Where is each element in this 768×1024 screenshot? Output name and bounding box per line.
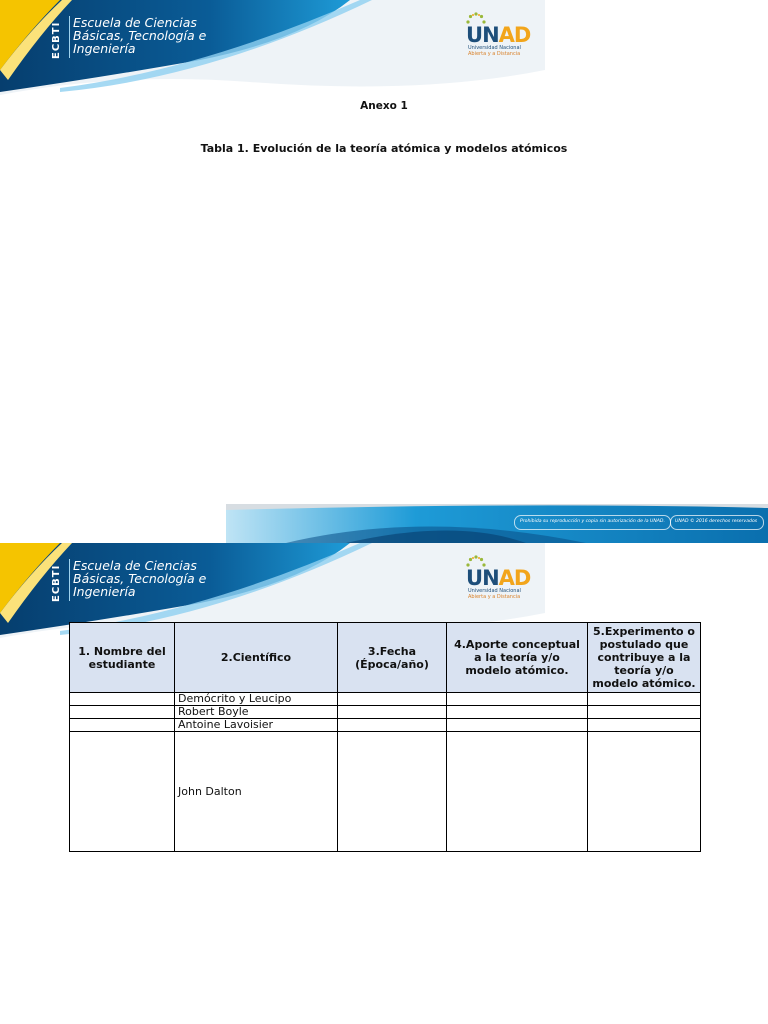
cell-scientist: Antoine Lavoisier bbox=[175, 719, 338, 732]
table-row bbox=[70, 732, 701, 852]
logo-subtitle-line-2: Abierta y a Distancia bbox=[468, 51, 521, 57]
ecbti-vertical-label: ECBTI bbox=[51, 564, 62, 602]
school-name bbox=[73, 16, 206, 55]
atomic-theory-table bbox=[69, 622, 701, 852]
logo-subtitle-line-2: Abierta y a Distancia bbox=[468, 594, 521, 600]
cell-contribution[interactable] bbox=[447, 719, 588, 732]
unad-logo bbox=[466, 555, 531, 605]
logo-letters-ad: AD bbox=[498, 23, 531, 47]
header-student-name: 1. Nombre del estudiante bbox=[70, 623, 175, 693]
logo-letters-ad: AD bbox=[498, 566, 531, 590]
table-header-row bbox=[70, 623, 701, 693]
cell-contribution[interactable] bbox=[447, 706, 588, 719]
unad-logo bbox=[466, 12, 531, 62]
cell-date[interactable] bbox=[338, 693, 447, 706]
logo-subtitle-line-1: Universidad Nacional bbox=[468, 45, 521, 51]
cell-experiment[interactable] bbox=[588, 693, 701, 706]
school-line-3: Ingeniería bbox=[73, 584, 136, 599]
logo-letter-n: N bbox=[482, 23, 499, 47]
header-scientist: 2.Científico bbox=[175, 623, 338, 693]
logo-letter-n: N bbox=[482, 566, 499, 590]
school-name bbox=[73, 559, 206, 598]
logo-letters bbox=[466, 24, 530, 46]
logo-subtitle bbox=[468, 588, 521, 600]
cell-experiment[interactable] bbox=[588, 719, 701, 732]
header-divider bbox=[69, 559, 70, 601]
cell-date[interactable] bbox=[338, 706, 447, 719]
footer-copyright: UNAD © 2016 derechos reservados bbox=[675, 519, 758, 524]
header-divider bbox=[69, 16, 70, 58]
cell-date[interactable] bbox=[338, 719, 447, 732]
cell-student-name[interactable] bbox=[70, 693, 175, 706]
cell-student-name[interactable] bbox=[70, 706, 175, 719]
header-experiment: 5.Experimento o postulado que contribuye a la teoría y/o modelo atómico. bbox=[588, 623, 701, 693]
header-conceptual-contribution: 4.Aporte conceptual a la teoría y/o modelo atómico. bbox=[447, 623, 588, 693]
cell-scientist: John Dalton bbox=[175, 732, 338, 852]
cell-date[interactable] bbox=[338, 732, 447, 852]
logo-subtitle bbox=[468, 45, 521, 57]
cell-student-name[interactable] bbox=[70, 732, 175, 852]
ecbti-vertical-label: ECBTI bbox=[51, 21, 62, 59]
school-line-2: Básicas, Tecnología e bbox=[73, 571, 207, 586]
cell-contribution[interactable] bbox=[447, 693, 588, 706]
cell-experiment[interactable] bbox=[588, 706, 701, 719]
logo-subtitle-line-1: Universidad Nacional bbox=[468, 588, 521, 594]
annex-title: Anexo 1 bbox=[360, 100, 408, 112]
table-row bbox=[70, 706, 701, 719]
cell-contribution[interactable] bbox=[447, 732, 588, 852]
logo-letter-u: U bbox=[466, 23, 483, 47]
logo-letter-u: U bbox=[466, 566, 483, 590]
cell-scientist: Demócrito y Leucipo bbox=[175, 693, 338, 706]
table-row bbox=[70, 719, 701, 732]
school-line-1: Escuela de Ciencias bbox=[73, 15, 197, 30]
footer-notice: Prohibida su reproducción y copia sin autorización de la UNAD. bbox=[520, 519, 665, 524]
school-line-1: Escuela de Ciencias bbox=[73, 558, 197, 573]
cell-scientist: Robert Boyle bbox=[175, 706, 338, 719]
logo-letters bbox=[466, 567, 530, 589]
header-date: 3.Fecha (Época/año) bbox=[338, 623, 447, 693]
cell-student-name[interactable] bbox=[70, 719, 175, 732]
school-line-2: Básicas, Tecnología e bbox=[73, 28, 207, 43]
school-line-3: Ingeniería bbox=[73, 41, 136, 56]
header-banner bbox=[0, 0, 545, 95]
document-page-2 bbox=[0, 543, 768, 1024]
cell-experiment[interactable] bbox=[588, 732, 701, 852]
table-title: Tabla 1. Evolución de la teoría atómica y modelos atómicos bbox=[200, 142, 568, 155]
table-row bbox=[70, 693, 701, 706]
